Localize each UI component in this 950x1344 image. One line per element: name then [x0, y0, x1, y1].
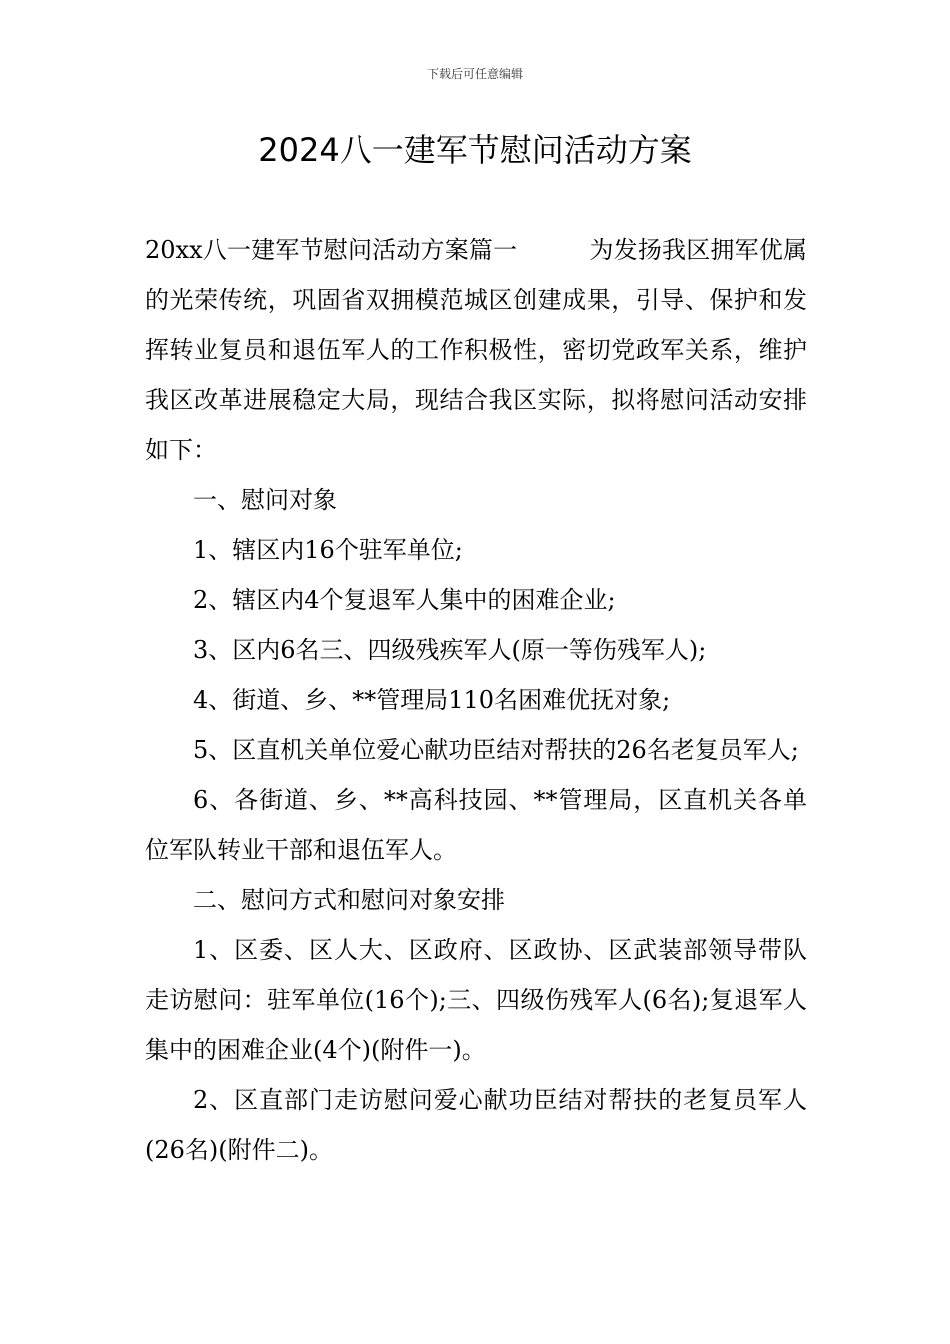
intro-text: 为发扬我区拥军优属的光荣传统，巩固省双拥模范城区创建成果，引导、保护和发挥转业复员和退伍军人的工作积极性，密切党政军关系，维护我区改革进展稳定大局，现结合我区实际，拟将慰问活动安排如下：: [145, 236, 807, 464]
document-title: 2024八一建军节慰问活动方案: [258, 131, 692, 169]
list-item: 5、区直机关单位爱心献功臣结对帮扶的26名老复员军人;: [193, 736, 799, 764]
intro-lead: 20xx八一建军节慰问活动方案篇一: [145, 236, 518, 264]
intro-paragraph: [145, 225, 807, 475]
list-item: 1、辖区内16个驻军单位;: [193, 536, 463, 564]
list-item: 2、区直部门走访慰问爱心献功臣结对帮扶的老复员军人(26名)(附件二)。: [145, 1086, 807, 1164]
list-item: 2、辖区内4个复退军人集中的困难企业;: [193, 586, 616, 614]
section-heading-methods: 二、慰问方式和慰问对象安排: [193, 886, 505, 914]
list-item: 6、各街道、乡、**高科技园、**管理局，区直机关各单位军队转业干部和退伍军人。: [145, 786, 807, 864]
section-heading-targets: 一、慰问对象: [193, 486, 337, 514]
list-item: 4、街道、乡、**管理局110名困难优抚对象;: [193, 686, 671, 714]
list-item: 3、区内6名三、四级残疾军人(原一等伤残军人);: [193, 636, 707, 664]
list-item: 1、区委、区人大、区政府、区政协、区武装部领导带队走访慰问：驻军单位(16个);三、四级伤残军人(6名);复退军人集中的困难企业(4个)(附件一)。: [145, 936, 807, 1064]
header-note: 下载后可任意编辑: [426, 67, 523, 81]
document-body: [145, 225, 807, 1175]
